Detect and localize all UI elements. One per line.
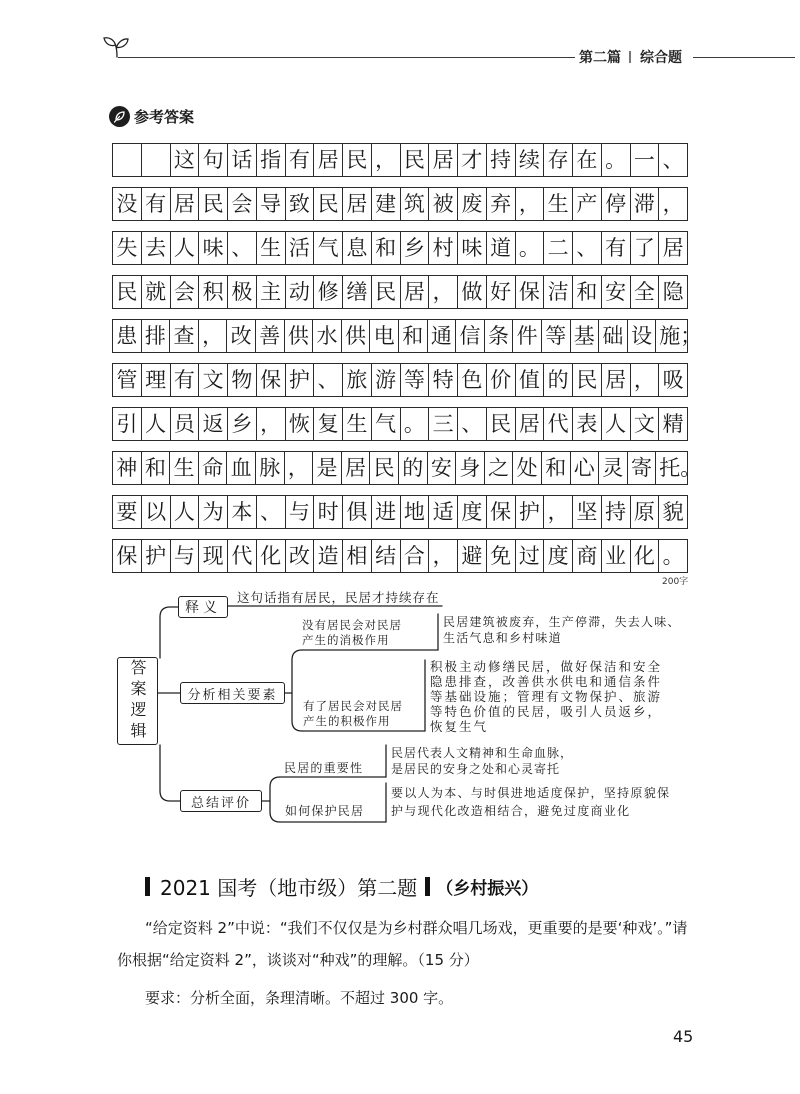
analysis-node: 分析相关要素 <box>180 682 285 704</box>
grid-cell: 过 <box>515 540 544 572</box>
grid-cell: 民 <box>400 144 429 176</box>
grid-cell: 文 <box>198 364 227 396</box>
grid-cell: 管 <box>116 368 138 392</box>
grid-cell: 句 <box>198 144 227 176</box>
grid-cell: 度 <box>457 496 486 528</box>
grid-cell: 物 <box>227 364 256 396</box>
grid-cell: 化 <box>630 540 659 572</box>
grid-cell: 筑 <box>400 188 429 220</box>
grid-cell: 民 <box>369 452 398 484</box>
grid-cell: 复 <box>313 408 342 440</box>
grid-cell: 员 <box>170 408 199 440</box>
grid-cell: 护 <box>515 496 544 528</box>
grid-cell: 全 <box>630 276 659 308</box>
grid-cell: 业 <box>601 540 630 572</box>
grid-cell: 血 <box>226 452 255 484</box>
grid-cell: 民 <box>342 144 371 176</box>
grid-cell: 修 <box>313 276 342 308</box>
grid-cell: 存 <box>543 144 572 176</box>
grid-cell: 电 <box>369 320 398 352</box>
grid-cell: 滞 <box>630 188 659 220</box>
grid-cell: 与 <box>285 496 314 528</box>
question-topic: （乡村振兴） <box>436 878 539 899</box>
grid-cell: 坚 <box>572 496 601 528</box>
grid-cell: 灵 <box>598 452 627 484</box>
grid-cell: 等 <box>400 364 429 396</box>
grid-cell: 、 <box>256 496 285 528</box>
grid-cell: 隐 <box>658 276 687 308</box>
grid-cell: 持 <box>486 144 515 176</box>
grid-cell: 文 <box>630 408 659 440</box>
grid-cell: 相 <box>342 540 371 572</box>
grid-cell: 保 <box>116 544 138 568</box>
grid-cell: 。 <box>601 144 630 176</box>
grid-cell: 会 <box>170 276 199 308</box>
grid-cell: ， <box>198 320 227 352</box>
grid-cell: 的 <box>398 452 427 484</box>
grid-cell: 道 <box>486 232 515 264</box>
grid-cell: 被 <box>428 188 457 220</box>
grid-cell: 有 <box>170 364 199 396</box>
text-line: 等基础设施；管理有文物保护、旅游 <box>430 689 663 704</box>
grid-cell: 产 <box>572 188 601 220</box>
grid-cell: 处 <box>512 452 541 484</box>
grid-cell: 造 <box>313 540 342 572</box>
grid-cell: 做 <box>457 276 486 308</box>
grid-cell: 免 <box>486 540 515 572</box>
grid-cell: 居 <box>342 188 371 220</box>
grid-cell: 人 <box>141 408 170 440</box>
header-title: 综合题 <box>640 50 682 66</box>
grid-cell: 民 <box>572 364 601 396</box>
grid-cell: 合 <box>400 540 429 572</box>
grid-cell: 和 <box>541 452 570 484</box>
grid-cell: 乡 <box>400 232 429 264</box>
text-line: 这句话指有居民，民居才持续存在 <box>237 590 440 605</box>
grid-cell: 生 <box>169 452 198 484</box>
question-requirement: 要求：分析全面，条理清晰。不超过 300 字。 <box>145 989 454 1007</box>
grid-cell: 、 <box>572 232 601 264</box>
grid-cell: 导 <box>256 188 285 220</box>
grid-cell: 旅 <box>342 364 371 396</box>
grid-cell: 气 <box>313 232 342 264</box>
summary-node: 总结评价 <box>180 790 262 812</box>
grid-cell: ， <box>630 364 659 396</box>
word-count-mark: 200字 <box>662 577 689 587</box>
grid-cell: 为 <box>198 496 227 528</box>
grid-cell: 民 <box>313 188 342 220</box>
grid-cell: 要 <box>116 500 138 524</box>
grid-cell: 民 <box>486 408 515 440</box>
grid-cell: 设 <box>627 320 656 352</box>
question-heading <box>145 873 538 899</box>
text-line: 民居建筑被废弃，生产停滞，失去人味、 <box>443 615 681 629</box>
grid-cell: 话 <box>227 144 256 176</box>
grid-cell: ， <box>371 144 400 176</box>
grid-cell: 二 <box>543 232 572 264</box>
grid-cell: 村 <box>428 232 457 264</box>
grid-cell: 排 <box>141 320 170 352</box>
grid-cell: 好 <box>486 276 515 308</box>
grid-cell: 通 <box>427 320 456 352</box>
grid-cell: 乡 <box>227 408 256 440</box>
grid-cell: 、 <box>658 144 687 176</box>
grid-cell: 寄 <box>627 452 656 484</box>
grid-cell: 本 <box>227 496 256 528</box>
grid-cell: 以 <box>141 496 170 528</box>
grid-cell: 保 <box>515 276 544 308</box>
text-line: 产生的消极作用 <box>302 633 390 647</box>
importance-content <box>391 745 573 777</box>
grid-cell: ， <box>515 188 544 220</box>
grid-cell: 去 <box>141 232 170 264</box>
grid-cell: 。 <box>658 540 687 572</box>
grid-cell: 建 <box>371 188 400 220</box>
root-bracket-bottom <box>160 745 180 801</box>
grid-cell: 神 <box>116 456 138 480</box>
header-part: 第二篇 <box>579 50 621 66</box>
grid-cell: 味 <box>198 232 227 264</box>
grid-cell: 民 <box>198 188 227 220</box>
grid-cell: 引 <box>116 412 138 436</box>
grid-cell: 息 <box>342 232 371 264</box>
grid-cell: 商 <box>572 540 601 572</box>
grid-cell: 和 <box>141 452 170 484</box>
negative-effect-label <box>302 618 402 648</box>
grid-cell: 值 <box>515 364 544 396</box>
grid-cell: 与 <box>170 540 199 572</box>
root-bracket-top <box>160 607 178 658</box>
grid-cell: 脉 <box>255 452 284 484</box>
grid-cell: 水 <box>312 320 341 352</box>
grid-cell: ， <box>428 276 457 308</box>
grid-cell: 、 <box>227 232 256 264</box>
text-line: 如何保护民居 <box>285 804 365 818</box>
grid-cell: 续 <box>515 144 544 176</box>
text-line: 是居民的安身之处和心灵寄托 <box>391 762 561 776</box>
grid-cell: 居 <box>515 408 544 440</box>
definition-node: 释义 <box>178 596 228 618</box>
text-line: 民居代表人文精神和生命血脉， <box>391 746 574 760</box>
definition-text <box>237 590 440 605</box>
grid-cell: 、 <box>313 364 342 396</box>
question-prompt-line-1: “给定资料 2”中说：“我们不仅仅是为乡村群众唱几场戏，更重要的是要‘种戏’。”请 <box>145 919 688 937</box>
positive-effect-result <box>430 659 662 734</box>
grid-cell: 表 <box>572 408 601 440</box>
grid-cell: 人 <box>601 408 630 440</box>
grid-cell: 有 <box>141 188 170 220</box>
grid-cell: 理 <box>141 364 170 396</box>
grid-cell: 游 <box>371 364 400 396</box>
grid-cell: 恢 <box>285 408 314 440</box>
grid-cell: 致 <box>285 188 314 220</box>
grid-cell: 代 <box>227 540 256 572</box>
grid-cell: 查 <box>169 320 198 352</box>
grid-cell: 。 <box>515 232 544 264</box>
grid-cell: 进 <box>371 496 400 528</box>
text-line: 积极主动修缮民居，做好保洁和安全 <box>430 659 663 674</box>
grid-cell: 弃 <box>486 188 515 220</box>
grid-cell: 居 <box>341 452 370 484</box>
grid-cell: 化 <box>256 540 285 572</box>
heading-bar-left <box>145 877 150 896</box>
protection-content <box>391 784 670 820</box>
grid-cell: 生 <box>256 232 285 264</box>
grid-cell: 会 <box>227 188 256 220</box>
grid-cell: 返 <box>198 408 227 440</box>
grid-cell: 患 <box>116 324 138 348</box>
grid-cell: 供 <box>341 320 370 352</box>
grid-cell: 人 <box>170 232 199 264</box>
grid-cell: 护 <box>285 364 314 396</box>
grid-cell: 现 <box>198 540 227 572</box>
grid-cell: 停 <box>601 188 630 220</box>
grid-cell: 缮 <box>342 276 371 308</box>
grid-cell: 地 <box>400 496 429 528</box>
grid-cell: 身 <box>455 452 484 484</box>
grid-cell: 废 <box>457 188 486 220</box>
grid-cell: 代 <box>543 408 572 440</box>
grid-cell: 没 <box>116 192 138 216</box>
grid-cell: 改 <box>285 540 314 572</box>
text-line: 等特色价值的民居，吸引人员返乡， <box>430 704 663 719</box>
grid-cell: 基 <box>570 320 599 352</box>
grid-cell: 的 <box>543 364 572 396</box>
grid-cell: 一 <box>630 144 659 176</box>
grid-cell: 动 <box>285 276 314 308</box>
grid-cell: 和 <box>398 320 427 352</box>
grid-cell: 改 <box>226 320 255 352</box>
grid-cell: 居 <box>601 364 630 396</box>
grid-cell: 生 <box>543 188 572 220</box>
grid-cell: 结 <box>371 540 400 572</box>
grid-cell: 居 <box>170 188 199 220</box>
grid-cell: ， <box>284 452 313 484</box>
grid-cell: 保 <box>486 496 515 528</box>
text-line: 要以人为本、与时俱进地适度保护，坚持原貌保 <box>391 786 671 800</box>
positive-effect-label <box>303 699 403 729</box>
text-line: 生活气息和乡村味道 <box>443 631 562 645</box>
grid-cell: 居 <box>313 144 342 176</box>
grid-cell: 度 <box>543 540 572 572</box>
answer-heading-text: 参考答案 <box>134 108 195 126</box>
grid-cell: 居 <box>428 144 457 176</box>
grid-cell: 主 <box>256 276 285 308</box>
grid-cell: 民 <box>116 280 138 304</box>
grid-cell: 命 <box>198 452 227 484</box>
grid-cell: 在 <box>572 144 601 176</box>
text-line: 产生的积极作用 <box>303 714 391 728</box>
grid-cell: 施； <box>655 320 687 352</box>
grid-cell: 件 <box>512 320 541 352</box>
grid-cell: 指 <box>256 144 285 176</box>
grid-cell: 持 <box>601 496 630 528</box>
text-line: 有了居民会对民居 <box>303 699 403 713</box>
text-line: 没有居民会对民居 <box>302 618 402 632</box>
grid-cell: 味 <box>457 232 486 264</box>
grid-cell: 等 <box>541 320 570 352</box>
grid-cell: 保 <box>256 364 285 396</box>
question-title: 2021 国考（地市级）第二题 <box>160 875 418 900</box>
grid-cell: 之 <box>484 452 513 484</box>
grid-cell: 这 <box>170 144 199 176</box>
grid-cell: 洁 <box>543 276 572 308</box>
grid-cell: 貌 <box>658 496 687 528</box>
grid-cell: 供 <box>284 320 313 352</box>
grid-cell: 善 <box>255 320 284 352</box>
grid-cell: 适 <box>428 496 457 528</box>
grid-cell: 人 <box>170 496 199 528</box>
grid-cell: 、 <box>457 408 486 440</box>
grid-cell: 精 <box>658 408 687 440</box>
grid-cell: 心 <box>570 452 599 484</box>
grid-cell: 极 <box>227 276 256 308</box>
grid-cell: 三 <box>428 408 457 440</box>
grid-cell: 居 <box>658 232 687 264</box>
grid-cell: 居 <box>400 276 429 308</box>
grid-cell: 积 <box>198 276 227 308</box>
grid-cell: 和 <box>371 232 400 264</box>
page-number: 45 <box>673 1027 694 1046</box>
grid-cell: ， <box>543 496 572 528</box>
grid-cell: 了 <box>630 232 659 264</box>
text-line: 护与现代化改造相结合，避免过度商业化 <box>391 804 631 818</box>
importance-label <box>284 761 363 776</box>
grid-cell: ， <box>428 540 457 572</box>
grid-cell: 气 <box>371 408 400 440</box>
heading-bar-mid <box>425 877 430 896</box>
grid-cell: 信 <box>455 320 484 352</box>
summary-bracket <box>270 777 280 822</box>
grid-cell: 条 <box>484 320 513 352</box>
analysis-bracket <box>292 650 302 731</box>
negative-effect-result <box>443 614 681 646</box>
grid-cell: 活 <box>285 232 314 264</box>
grid-cell: 护 <box>141 540 170 572</box>
grid-cell: 是 <box>312 452 341 484</box>
grid-cell: 托。 <box>655 452 687 484</box>
grid-cell: 特 <box>428 364 457 396</box>
text-line: 恢复生气 <box>430 719 489 734</box>
grid-cell: 吸 <box>658 364 687 396</box>
grid-cell: 民 <box>371 276 400 308</box>
text-line: 隐患排查，改善供水供电和通信条件 <box>430 674 663 689</box>
grid-cell: 有 <box>285 144 314 176</box>
grid-cell: 。 <box>400 408 429 440</box>
grid-cell: 价 <box>486 364 515 396</box>
grid-cell: 色 <box>457 364 486 396</box>
grid-cell: 安 <box>427 452 456 484</box>
protection-label <box>285 804 364 819</box>
grid-cell: 有 <box>601 232 630 264</box>
grid-cell: 才 <box>457 144 486 176</box>
grid-cell: 就 <box>141 276 170 308</box>
grid-cell: 避 <box>457 540 486 572</box>
grid-cell: 原 <box>630 496 659 528</box>
question-prompt-line-2: 你根据“给定资料 2”，谈谈对“种戏”的理解。（15 分） <box>117 951 479 969</box>
grid-cell: 生 <box>342 408 371 440</box>
grid-cell: 失 <box>116 236 138 260</box>
grid-cell: 安 <box>601 276 630 308</box>
text-line: 民居的重要性 <box>284 761 364 775</box>
grid-cell: 时 <box>313 496 342 528</box>
grid-cell: ， <box>658 188 687 220</box>
grid-cell: 和 <box>572 276 601 308</box>
answer-logic-root: 答案逻辑 <box>117 657 158 745</box>
grid-cell: 础 <box>598 320 627 352</box>
grid-cell: 俱 <box>342 496 371 528</box>
grid-cell: ， <box>256 408 285 440</box>
